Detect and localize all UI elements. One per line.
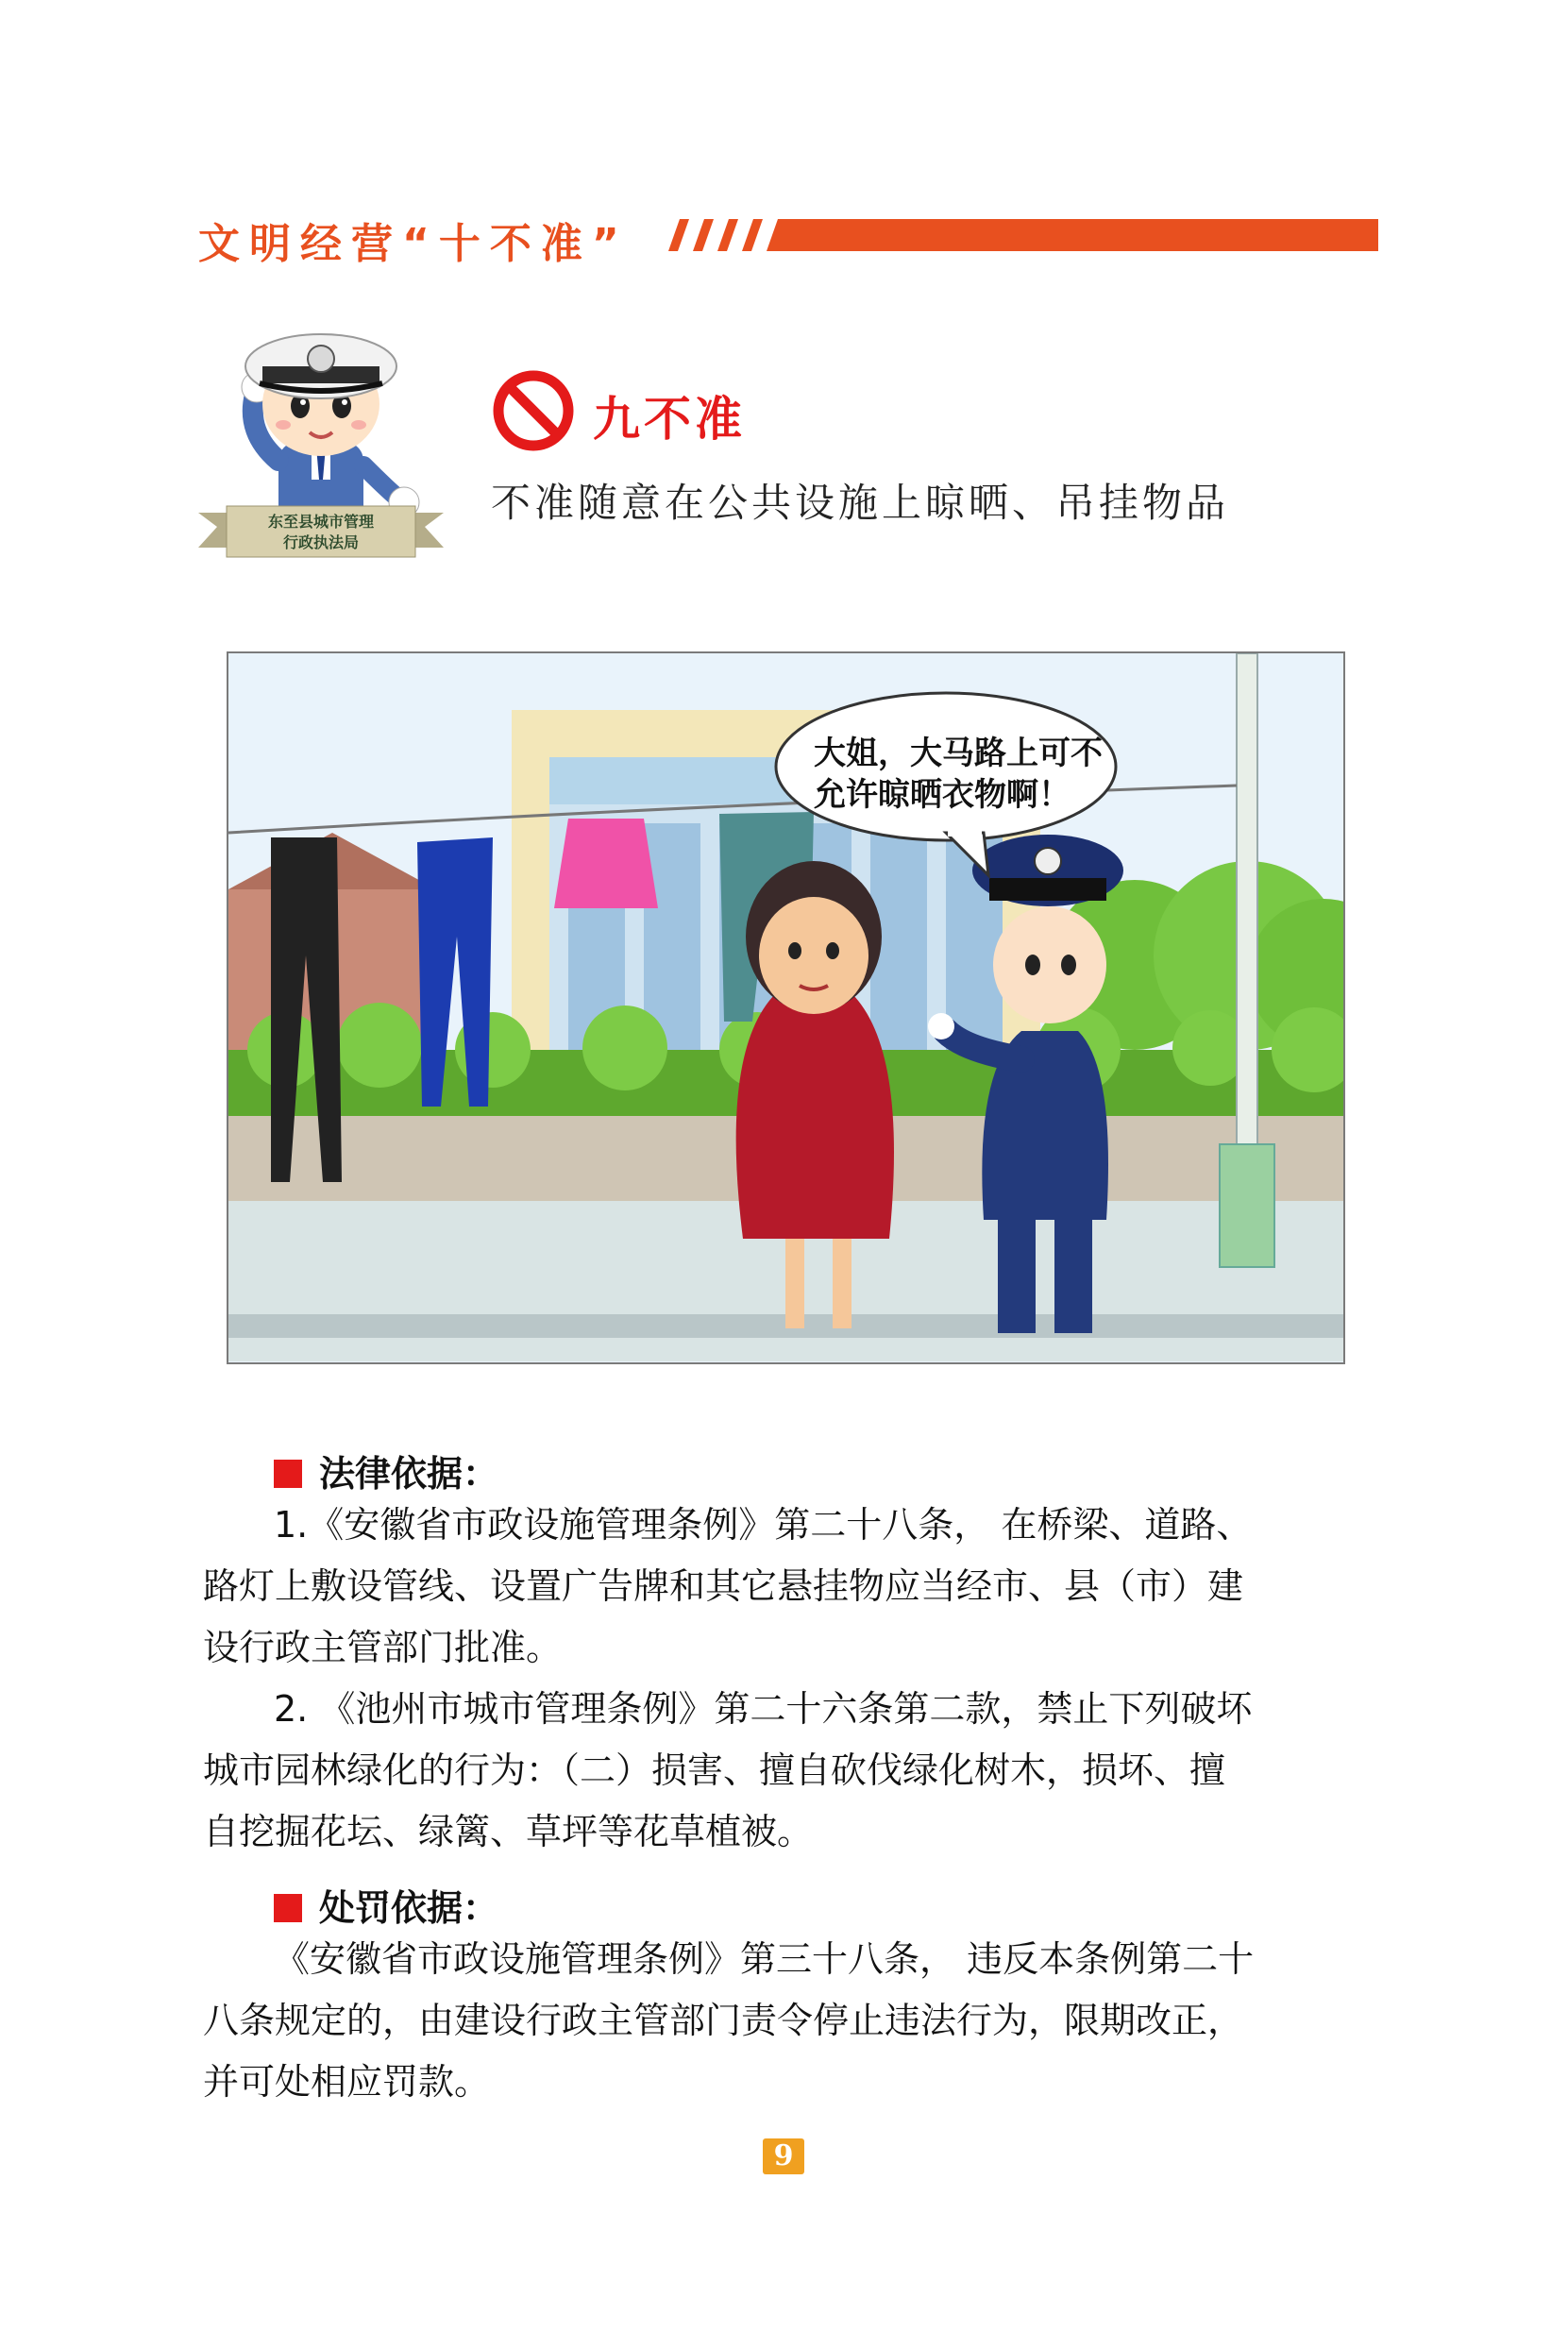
- rule-number: 九不准: [593, 392, 746, 447]
- header-stripe-bar: [661, 219, 1378, 251]
- penalty-line: 《安徽省市政设施管理条例》第三十八条， 违反本条例第二十: [274, 1938, 1255, 1980]
- traffic-officer-mascot-icon: [189, 300, 453, 583]
- mascot-banner-line1: 东至县城市管理: [267, 513, 375, 531]
- rule-description: 不准随意在公共设施上晾晒、吊挂物品: [491, 480, 1230, 526]
- penalty-basis-label-text: 处罚依据：: [319, 1887, 499, 1929]
- penalty-line: 并可处相应罚款。: [203, 2061, 491, 2103]
- speech-bubble-line2: 允许晾晒衣物啊！: [814, 776, 1071, 814]
- red-square-bullet-icon: [274, 1894, 302, 1922]
- legal-line: 城市园林绿化的行为：（二）损害、擅自砍伐绿化树木，损坏、擅: [203, 1749, 1226, 1791]
- legal-line: 路灯上敷设管线、设置广告牌和其它悬挂物应当经市、县（市）建: [203, 1565, 1244, 1607]
- legal-line: 2. 《池州市城市管理条例》第二十六条第二款，禁止下列破坏: [274, 1688, 1253, 1730]
- prohibition-icon: [491, 368, 576, 453]
- scene-drawing: [228, 653, 1343, 1362]
- legal-line: 自挖掘花坛、绿篱、草坪等花草植被。: [203, 1811, 814, 1852]
- legal-basis-label: [274, 1445, 498, 1496]
- legal-line: 1.《安徽省市政设施管理条例》第二十八条， 在桥梁、道路、: [274, 1504, 1253, 1546]
- penalty-line: 八条规定的，由建设行政主管部门责令停止违法行为，限期改正，: [203, 2000, 1244, 2041]
- series-title: 文明经营“十不准”: [198, 220, 629, 268]
- speech-bubble-line1: 大姐，大马路上可不: [814, 735, 1103, 772]
- page-number: 9: [763, 2138, 804, 2174]
- legal-line: 设行政主管部门批准。: [203, 1627, 563, 1668]
- penalty-basis-label: [274, 1879, 498, 1931]
- mascot-banner-line2: 行政执法局: [282, 533, 360, 551]
- red-square-bullet-icon: [274, 1460, 302, 1488]
- legal-basis-label-text: 法律依据：: [319, 1453, 499, 1495]
- illustration-scene: [227, 651, 1345, 1364]
